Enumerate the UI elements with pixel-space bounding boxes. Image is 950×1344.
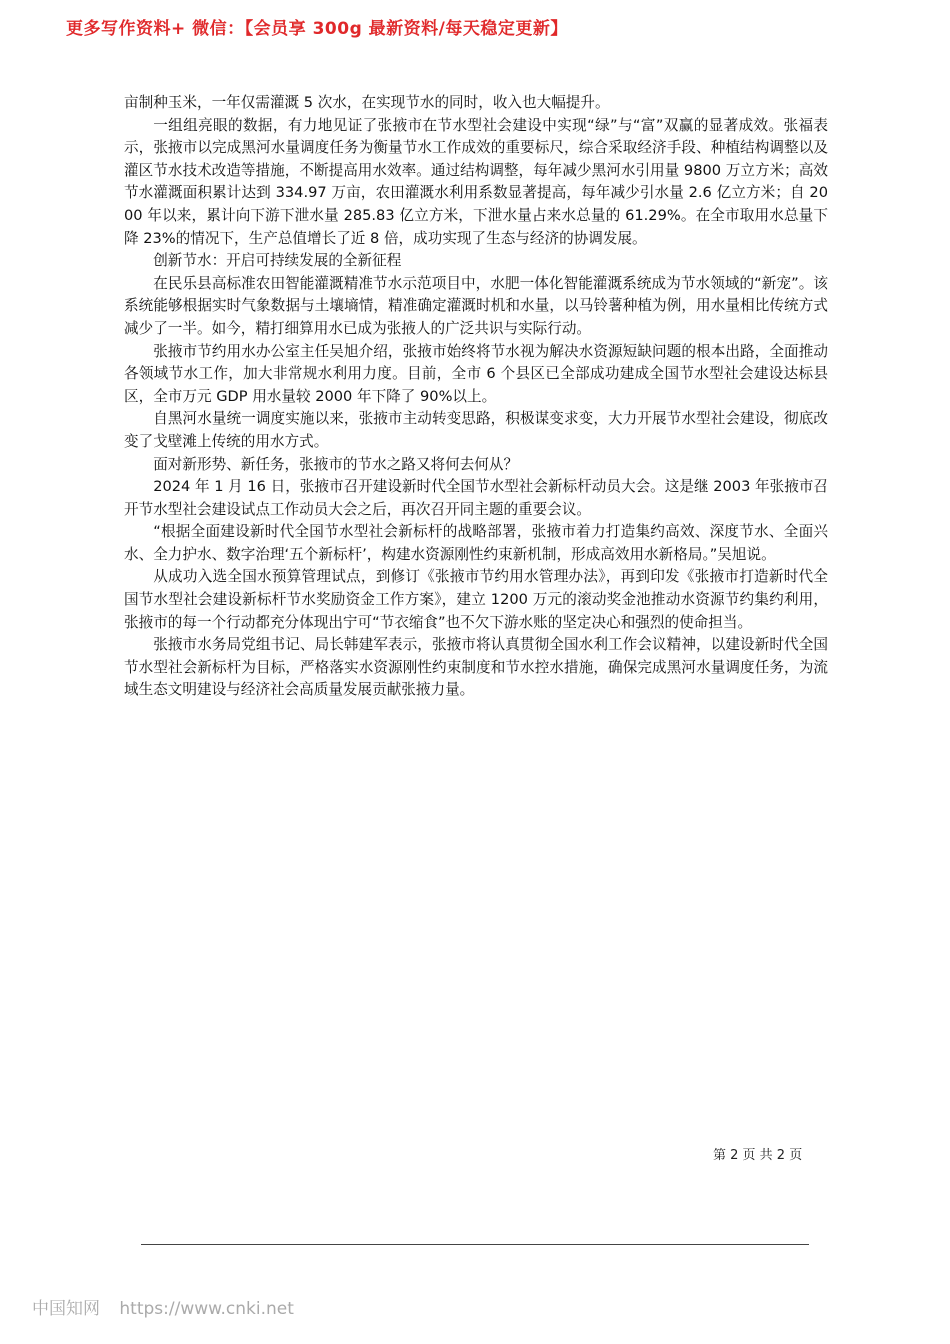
watermark-brand: 中国知网 — [32, 1299, 100, 1319]
footer-divider — [141, 1244, 809, 1245]
section-heading: 创新节水：开启可持续发展的全新征程 — [153, 252, 402, 270]
article-paragraph: 张掖市节约用水办公室主任吴旭介绍，张掖市始终将节水视为解决水资源短缺问题的根本出路，全面推动各领域节水工作，加大非常规水利用力度。目前，全市 6 个县区已全部成功建成全国节水型社会建设达标县区，全市万元 GDP 用水量较 2000 年下降了 90%以上。 — [124, 342, 828, 405]
article-paragraph: 2024 年 1 月 16 日，张掖市召开建设新时代全国节水型社会新标杆动员大会。这是继 2003 年张掖市召开节水型社会建设试点工作动员大会之后，再次召开同主题的重要会议。 — [124, 478, 828, 518]
article-paragraph: “根据全面建设新时代全国节水型社会新标杆的战略部署，张掖市着力打造集约高效、深度节水、全面兴水、全力护水、数字治理‘五个新标杆’，构建水资源刚性约束新机制，形成高效用水新格局。”吴旭说。 — [124, 523, 828, 563]
article-paragraph: 张掖市水务局党组书记、局长韩建军表示，张掖市将认真贯彻全国水利工作会议精神，以建设新时代全国节水型社会新标杆为目标，严格落实水资源刚性约束制度和节水控水措施，确保完成黑河水量调度任务，为流域生态文明建设与经济社会高质量发展贡献张掖力量。 — [124, 636, 828, 699]
article-paragraph: 从成功入选全国水预算管理试点，到修订《张掖市节约用水管理办法》，再到印发《张掖市打造新时代全国节水型社会建设新标杆节水奖励资金工作方案》，建立 1200 万元的滚动奖金池推动水资源节约集约利用，张掖市的每一个行动都充分体现出宁可“节衣缩食”也不欠下游水账的坚定决心和强烈的使命担当。 — [124, 568, 828, 631]
page-number: 第 2 页 共 2 页 — [713, 1148, 803, 1163]
article-paragraph: 在民乐县高标准农田智能灌溉精准节水示范项目中，水肥一体化智能灌溉系统成为节水领域的“新宠”。该系统能够根据实时气象数据与土壤墒情，精准确定灌溉时机和水量，以马铃薯种植为例，用水量相比传统方式减少了一半。如今，精打细算用水已成为张掖人的广泛共识与实际行动。 — [124, 274, 828, 337]
article-paragraph: 面对新形势、新任务，张掖市的节水之路又将何去何从？ — [153, 455, 519, 473]
promo-banner[interactable]: 更多写作资料+ 微信：【会员享 300g 最新资料/每天稳定更新】 — [66, 19, 568, 39]
article-paragraph: 自黑河水量统一调度实施以来，张掖市主动转变思路，积极谋变求变，大力开展节水型社会建设，彻底改变了戈壁滩上传统的用水方式。 — [124, 410, 828, 450]
watermark-url: https://www.cnki.net — [119, 1299, 294, 1319]
article-paragraph: 一组组亮眼的数据，有力地见证了张掖市在节水型社会建设中实现“绿”与“富”双赢的显著成效。张福表示，张掖市以完成黑河水量调度任务为衡量节水工作成效的重要标尺，综合采取经济手段、种植结构调整以及灌区节水技术改造等措施，不断提高用水效率。通过结构调整，每年减少黑河水引用量 9800 万立方米；高效节水灌溉面积累计达到 334.97 万亩，农田灌溉水利用系数显著提高，每年减少引水量 2.6 亿立方米；自 2000 年以来，累计向下游下泄水量 285.83 亿立方米，下泄水量占来水总量的 61.29%。在全市取用水总量下降 23%的情况下，生产总值增长了近 8 倍，成功实现了生态与经济的协调发展。 — [124, 116, 828, 247]
article-body — [124, 92, 828, 702]
article-paragraph: 亩制种玉米，一年仅需灌溉 5 次水，在实现节水的同时，收入也大幅提升。 — [124, 94, 610, 111]
cnki-watermark — [32, 1294, 294, 1319]
